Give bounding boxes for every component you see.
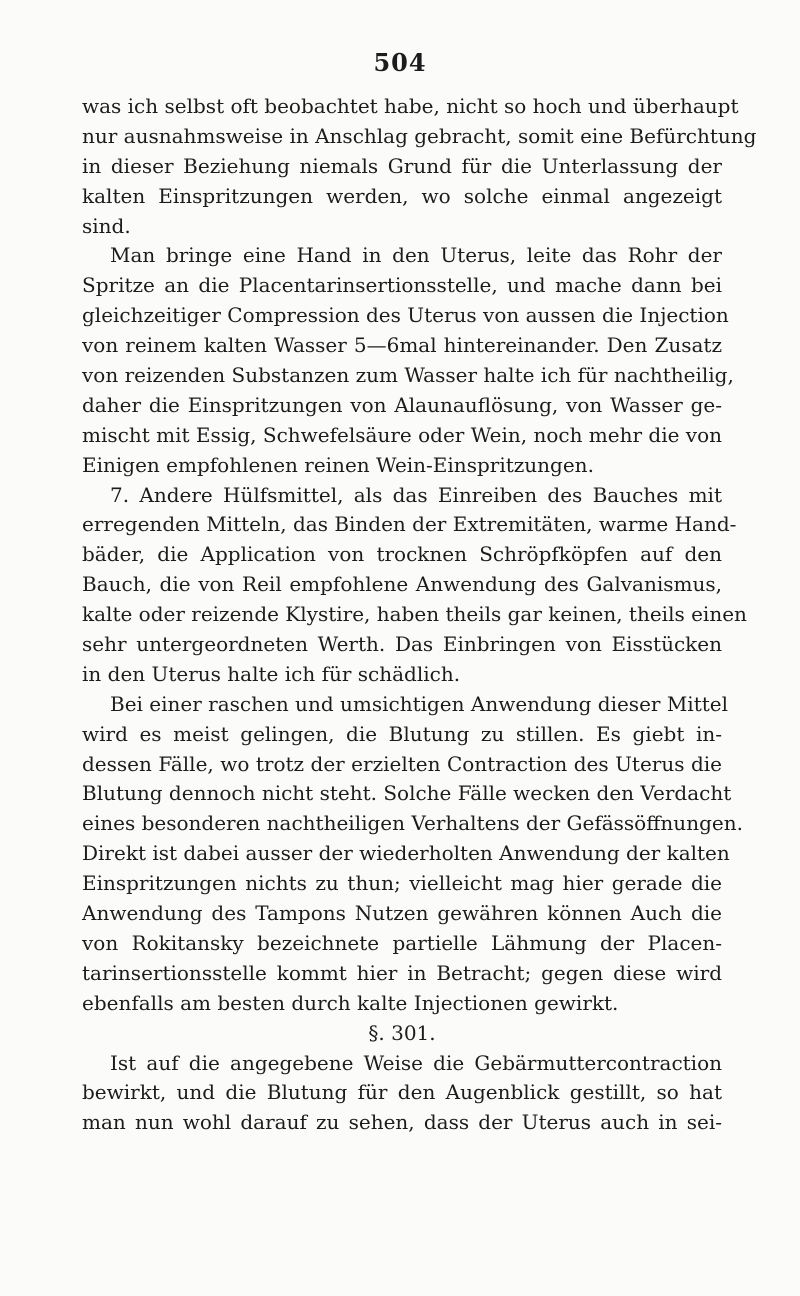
text-line: von reizenden Substanzen zum Wasser halte ich für nachtheilig, bbox=[82, 363, 734, 388]
text-line: wird es meist gelingen, die Blutung zu stillen. Es giebt in- bbox=[82, 721, 722, 746]
text-line: erregenden Mitteln, das Binden der Extremitäten, warme Hand- bbox=[82, 512, 737, 537]
text-line: mischt mit Essig, Schwefelsäure oder Wein, noch mehr die von bbox=[82, 422, 723, 447]
text-line: Direkt ist dabei ausser der wiederholten Anwendung der kalten bbox=[82, 841, 730, 866]
text-line: Blutung dennoch nicht steht. Solche Fälle wecken den Verdacht bbox=[82, 781, 732, 806]
text-line: sehr untergeordneten Werth. Das Einbringen von Eisstücken bbox=[82, 632, 722, 657]
body-text bbox=[82, 92, 757, 1138]
text-line: in den Uterus halte ich für schädlich. bbox=[82, 661, 461, 686]
text-line: von reinem kalten Wasser 5—6mal hintereinander. Den Zusatz bbox=[82, 333, 722, 358]
text-line: in dieser Beziehung niemals Grund für die Unterlassung der bbox=[82, 153, 722, 178]
text-line: tarinsertionsstelle kommt hier in Betracht; gegen diese wird bbox=[82, 960, 722, 985]
text-line: kalte oder reizende Klystire, haben theils gar keinen, theils einen bbox=[82, 602, 747, 627]
text-line: kalten Einspritzungen werden, wo solche einmal angezeigt bbox=[82, 183, 722, 208]
text-line: Einspritzungen nichts zu thun; vielleicht mag hier gerade die bbox=[82, 871, 722, 896]
text-line: man nun wohl darauf zu sehen, dass der Uterus auch in sei- bbox=[82, 1110, 722, 1135]
text-line: sind. bbox=[82, 213, 131, 238]
text-line: Ist auf die angegebene Weise die Gebärmuttercontraction bbox=[110, 1050, 722, 1075]
text-line: bäder, die Application von trocknen Schröpfköpfen auf den bbox=[82, 542, 722, 567]
text-line: nur ausnahmsweise in Anschlag gebracht, somit eine Befürchtung bbox=[82, 123, 757, 148]
text-line: daher die Einspritzungen von Alaunauflösung, von Wasser ge- bbox=[82, 392, 722, 417]
text-line: Bei einer raschen und umsichtigen Anwendung dieser Mittel bbox=[110, 691, 728, 716]
text-line: Man bringe eine Hand in den Uterus, leite das Rohr der bbox=[110, 243, 722, 268]
text-line: was ich selbst oft beobachtet habe, nicht so hoch und überhaupt bbox=[82, 94, 739, 118]
text-line: eines besonderen nachtheiligen Verhaltens der Gefässöffnungen. bbox=[82, 811, 743, 836]
text-line: gleichzeitiger Compression des Uterus von aussen die Injection bbox=[82, 303, 729, 328]
text-line: Anwendung des Tampons Nutzen gewähren können Auch die bbox=[82, 901, 722, 926]
text-line: 7. Andere Hülfsmittel, als das Einreiben des Bauches mit bbox=[110, 482, 722, 507]
text-line: Bauch, die von Reil empfohlene Anwendung des Galvanismus, bbox=[82, 572, 722, 597]
text-line: dessen Fälle, wo trotz der erzielten Contraction des Uterus die bbox=[82, 751, 722, 776]
text-line: Einigen empfohlenen reinen Wein-Einspritzungen. bbox=[82, 452, 594, 477]
section-heading: §. 301. bbox=[368, 1020, 436, 1045]
page-number: 504 bbox=[373, 48, 427, 77]
text-line: Spritze an die Placentarinsertionsstelle, und mache dann bei bbox=[82, 273, 722, 298]
text-line: ebenfalls am besten durch kalte Injectionen gewirkt. bbox=[82, 990, 619, 1015]
text-line: bewirkt, und die Blutung für den Augenblick gestillt, so hat bbox=[82, 1080, 722, 1105]
text-line: von Rokitansky bezeichnete partielle Lähmung der Placen- bbox=[82, 930, 722, 955]
